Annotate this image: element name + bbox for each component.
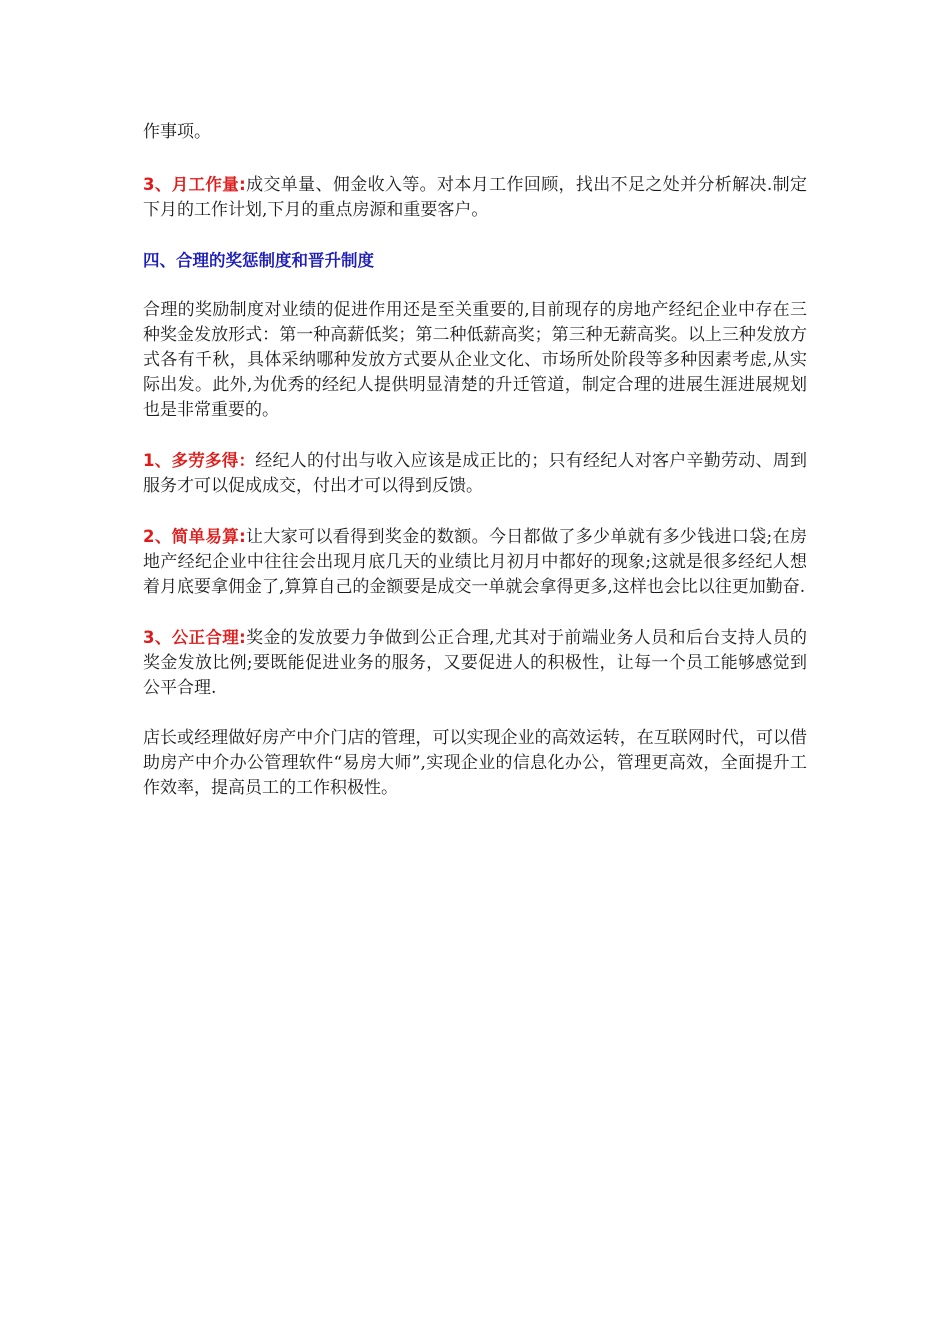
closing-text: 店长或经理做好房产中介门店的管理，可以实现企业的高效运转，在互联网时代，可以借助房产中介办公管理软件“易房大师”,实现企业的信息化办公，管理更高效，全面提升工作效率，提高员工的工作积极性。: [143, 728, 807, 798]
reward-item-label: 2、简单易算:: [143, 527, 246, 546]
reward-item-simple-paragraph: [143, 524, 807, 600]
intro-tail-text: 作事项。: [143, 122, 211, 142]
intro-tail-paragraph: [143, 120, 807, 145]
reward-item-text: 经纪人的付出与收入应该是成正比的；只有经纪人对客户辛勤劳动、周到服务才可以促成成交，付出才可以得到反馈。: [143, 451, 807, 496]
reward-item-more-work-paragraph: [143, 448, 807, 499]
section-four-heading: 四、合理的奖惩制度和晋升制度: [143, 251, 374, 270]
reward-item-text: 让大家可以看得到奖金的数额。今日都做了多少单就有多少钱进口袋;在房地产经纪企业中往往会出现月底几天的业绩比月初月中都好的现象;这就是很多经纪人想着月底要拿佣金了,算算自己的金额要是成交一单就会拿得更多,这样也会比以往更加勤奋.: [143, 527, 807, 597]
section-four-intro-paragraph: [143, 298, 807, 423]
document-page: [143, 120, 807, 826]
reward-item-label: 3、公正合理:: [143, 628, 246, 647]
reward-item-text: 奖金的发放要力争做到公正合理,尤其对于前端业务人员和后台支持人员的奖金发放比例;要既能促进业务的服务，又要促进人的积极性，让每一个员工能够感觉到公平合理.: [143, 628, 807, 698]
monthly-workload-text: 成交单量、佣金收入等。对本月工作回顾，找出不足之处并分析解决.制定下月的工作计划,下月的重点房源和重要客户。: [143, 175, 807, 220]
closing-paragraph: [143, 726, 807, 801]
monthly-workload-paragraph: [143, 172, 807, 223]
section-four-intro-text: 合理的奖励制度对业绩的促进作用还是至关重要的,目前现存的房地产经纪企业中存在三种奖金发放形式：第一种高薪低奖；第二种低薪高奖；第三种无薪高奖。以上三种发放方式各有千秋，具体采纳哪种发放方式要从企业文化、市场所处阶段等多种因素考虑,从实际出发。此外,为优秀的经纪人提供明显清楚的升迁管道，制定合理的进展生涯进展规划也是非常重要的。: [143, 300, 807, 420]
reward-item-label: 1、多劳多得：: [143, 451, 256, 470]
reward-item-fair-paragraph: [143, 625, 807, 701]
monthly-workload-label: 3、月工作量:: [143, 175, 246, 194]
